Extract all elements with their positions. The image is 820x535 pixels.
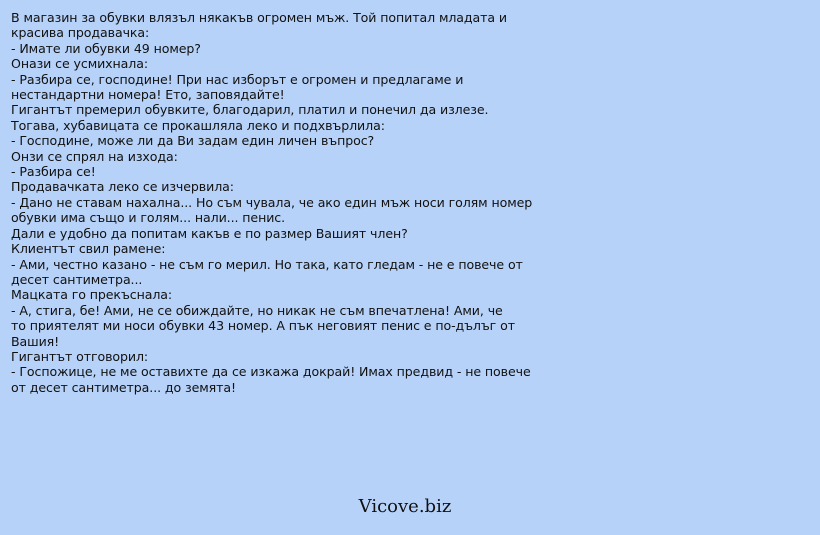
joke-line: десет сантиметра... — [11, 271, 143, 287]
joke-line: Онази се усмихнала: — [11, 56, 149, 72]
joke-line: красива продавачка: — [11, 25, 150, 41]
joke-line: обувки има също и голям... нали... пенис. — [11, 210, 286, 226]
joke-line: - Разбира се! — [11, 164, 96, 180]
joke-line: Продавачката леко се изчервила: — [11, 179, 234, 195]
joke-line: - Разбира се, господине! При нас изборът е огромен и предлагаме и — [11, 71, 464, 87]
joke-line: - А, стига, бе! Ами, не се обиждайте, но никак не съм впечатлена! Ами, че — [11, 302, 503, 318]
joke-line: Мацката го прекъснала: — [11, 287, 173, 303]
joke-line: - Господине, може ли да Ви задам един личен въпрос? — [11, 133, 375, 149]
joke-line: В магазин за обувки влязъл някакъв огромен мъж. Той попитал младата и — [11, 10, 507, 25]
joke-line: нестандартни номера! Ето, заповядайте! — [11, 87, 285, 103]
joke-line: Гигантът премерил обувките, благодарил, платил и понечил да излезе. — [11, 102, 489, 118]
joke-line: Вашия! — [11, 333, 60, 349]
joke-line: - Госпожице, не ме оставихте да се изкажа докрай! Имах предвид - не повече — [11, 364, 531, 380]
joke-line: Тогава, хубавицата се прокашляла леко и подхвърлила: — [11, 117, 385, 133]
site-watermark: Vicove.biz — [358, 496, 452, 517]
joke-line: то приятелят ми носи обувки 43 номер. А пък неговият пенис е по-дълъг от — [11, 318, 515, 334]
joke-text — [11, 10, 586, 395]
joke-line: - Ами, честно казано - не съм го мерил. Но така, като гледам - не е повече от — [11, 256, 523, 272]
joke-line: от десет сантиметра... до земята! — [11, 379, 236, 395]
joke-line: - Дано не ставам нахална... Но съм чувала, че ако един мъж носи голям номер — [11, 194, 533, 210]
joke-line: - Имате ли обувки 49 номер? — [11, 40, 201, 56]
joke-line: Гигантът отговорил: — [11, 348, 149, 364]
joke-line: Клиентът свил рамене: — [11, 241, 166, 257]
joke-line: Онзи се спрял на изхода: — [11, 148, 178, 164]
joke-line: Дали е удобно да попитам какъв е по размер Вашият член? — [11, 225, 408, 241]
